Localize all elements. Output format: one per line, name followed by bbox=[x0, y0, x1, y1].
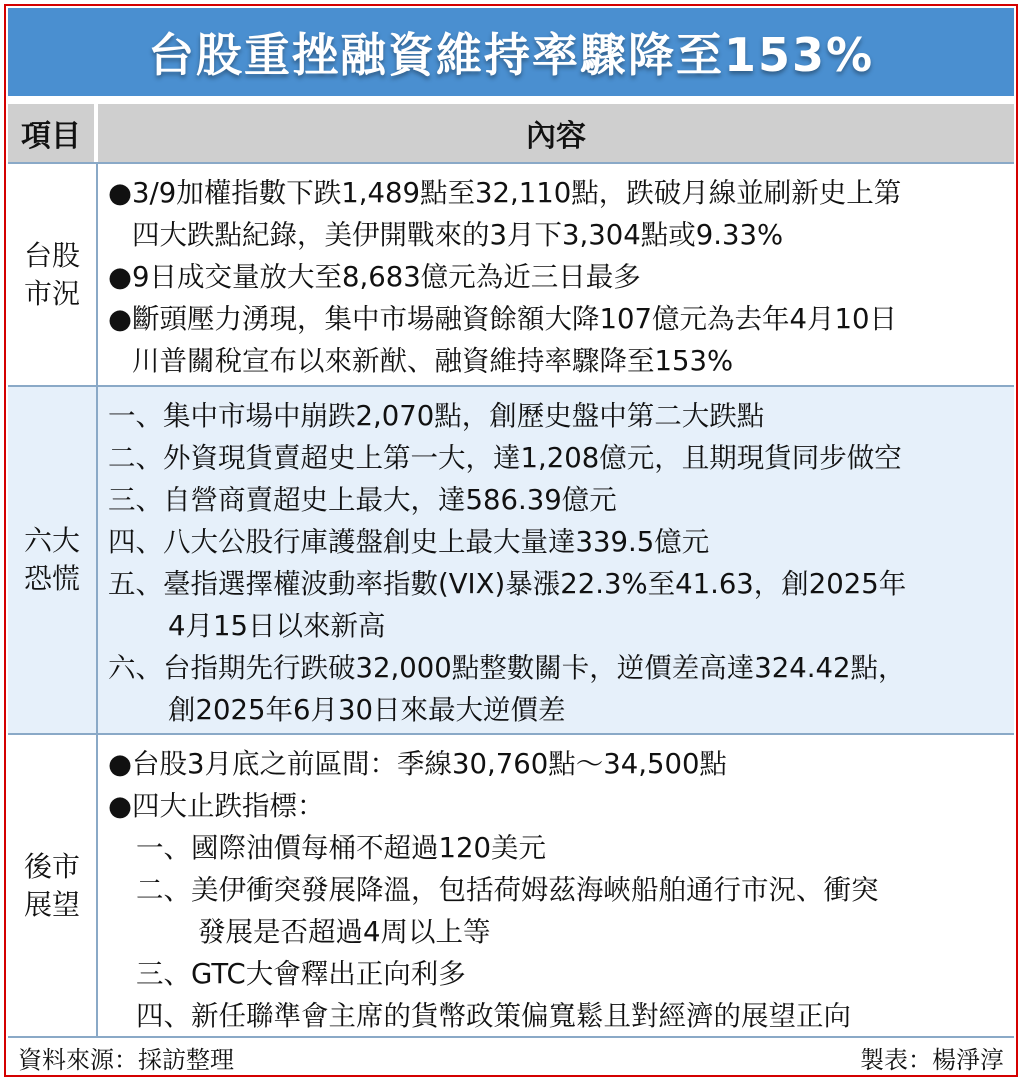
content-line: 川普關稅宣布以來新猷、融資維持率驟降至153% bbox=[132, 345, 734, 377]
content-line: 三、自營商賣超史上最大，達586.39億元 bbox=[108, 484, 617, 516]
content-line: 五、臺指選擇權波動率指數(VIX)暴漲22.3%至41.63，創2025年 bbox=[108, 568, 907, 600]
header-item: 項目 bbox=[8, 104, 94, 162]
credit-note: 製表：楊淨淳 bbox=[860, 1045, 1004, 1074]
row-label bbox=[8, 735, 98, 1036]
content-line: 二、美伊衝突發展降溫，包括荷姆茲海峽船舶通行市況、衝突 bbox=[136, 874, 879, 906]
row-label bbox=[8, 164, 98, 385]
content-line: 二、外資現貨賣超史上第一大，達1,208億元，且期現貨同步做空 bbox=[108, 442, 902, 474]
content-line: 一、集中市場中崩跌2,070點，創歷史盤中第二大跌點 bbox=[108, 400, 765, 432]
content-line: 四、八大公股行庫護盤創史上最大量達339.5億元 bbox=[108, 526, 710, 558]
table-row-panic bbox=[8, 385, 1014, 733]
table-row-outlook bbox=[8, 733, 1014, 1036]
info-table bbox=[8, 104, 1014, 1036]
content-line: 六、台指期先行跌破32,000點整數關卡，逆價差高達324.42點， bbox=[108, 652, 906, 684]
table-row-market bbox=[8, 162, 1014, 385]
content-line: 4月15日以來新高 bbox=[168, 610, 386, 642]
content-line: ●四大止跌指標： bbox=[108, 790, 325, 822]
row-content bbox=[98, 735, 1014, 1036]
label-line: 市況 bbox=[23, 276, 80, 310]
table-header bbox=[8, 104, 1014, 162]
content-line: ●9日成交量放大至8,683億元為近三日最多 bbox=[108, 261, 641, 293]
row-content bbox=[98, 164, 1014, 385]
label-line: 後市 bbox=[23, 849, 80, 883]
label-line: 台股 bbox=[23, 238, 80, 272]
content-line: ●斷頭壓力湧現，集中市場融資餘額大降107億元為去年4月10日 bbox=[108, 303, 897, 335]
content-line: 三、GTC大會釋出正向利多 bbox=[136, 958, 466, 990]
label-line: 展望 bbox=[23, 887, 80, 921]
infographic-frame bbox=[4, 4, 1018, 1077]
header-content: 內容 bbox=[98, 104, 1014, 162]
title-bar bbox=[8, 8, 1014, 96]
label-line: 六大 bbox=[23, 524, 80, 557]
row-label bbox=[8, 387, 98, 733]
footer bbox=[8, 1036, 1014, 1076]
content-line: 發展是否超過4周以上等 bbox=[198, 916, 491, 948]
source-note: 資料來源：採訪整理 bbox=[18, 1045, 234, 1074]
content-line: ●3/9加權指數下跌1,489點至32,110點，跌破月線並刷新史上第 bbox=[108, 177, 902, 209]
label-line: 恐慌 bbox=[23, 562, 80, 595]
content-line: 四大跌點紀錄，美伊開戰來的3月下3,304點或9.33% bbox=[132, 219, 784, 251]
content-line: 一、國際油價每桶不超過120美元 bbox=[136, 832, 546, 864]
page-title: 台股重挫融資維持率驟降至153% bbox=[147, 28, 875, 82]
content-line: ●台股3月底之前區間：季線30,760點～34,500點 bbox=[108, 748, 727, 780]
content-line: 創2025年6月30日來最大逆價差 bbox=[168, 694, 566, 726]
row-content bbox=[98, 387, 1014, 733]
content-line: 四、新任聯準會主席的貨幣政策偏寬鬆且對經濟的展望正向 bbox=[136, 1000, 851, 1032]
